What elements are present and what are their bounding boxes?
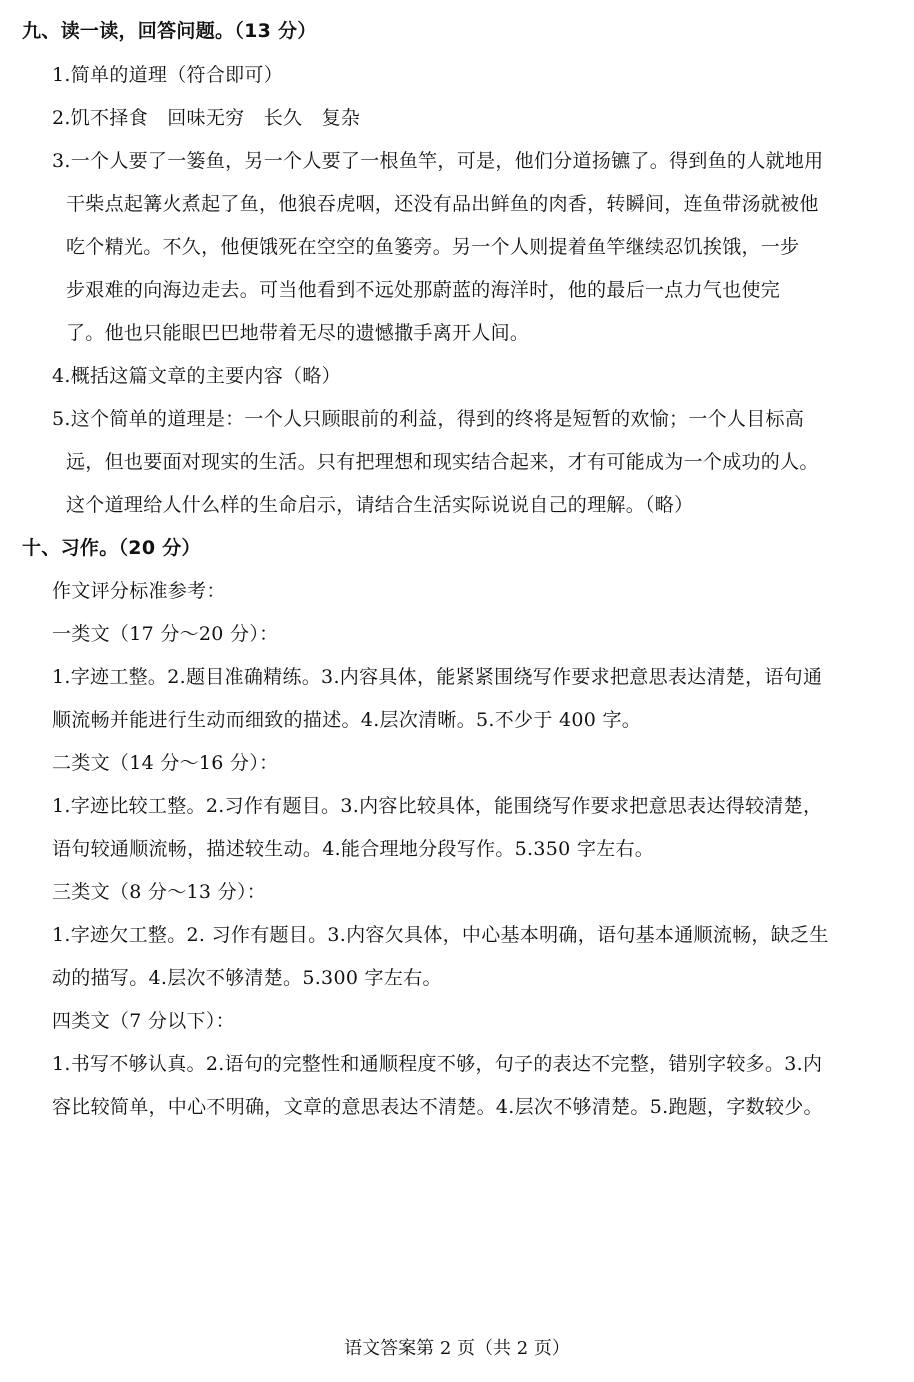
rubric-intro: 作文评分标准参考： [52,580,226,602]
class-2-line-2: 语句较通顺流畅，描述较生动。4.能合理地分段写作。5.350 字左右。 [52,838,655,860]
answer-9-3-line-2: 干柴点起篝火煮起了鱼，他狼吞虎咽，还没有品出鲜鱼的肉香，转瞬间，连鱼带汤就被他 [66,193,819,215]
class-2-title: 二类文（14 分～16 分）： [52,752,279,774]
class-3-line-2: 动的描写。4.层次不够清楚。5.300 字左右。 [52,967,442,989]
class-1-line-1: 1.字迹工整。2.题目准确精练。3.内容具体，能紧紧围绕写作要求把意思表达清楚，语句通 [52,666,823,688]
class-4-line-2: 容比较简单，中心不明确，文章的意思表达不清楚。4.层次不够清楚。5.跑题，字数较少。 [52,1096,823,1118]
answer-9-2: 2.饥不择食 回味无穷 长久 复杂 [52,107,361,129]
section-10-heading: 十、习作。（20 分） [22,537,201,559]
answer-9-3-line-4: 步艰难的向海边走去。可当他看到不远处那蔚蓝的海洋时，他的最后一点力气也使完 [66,279,781,301]
answer-9-3-line-1: 3.一个人要了一篓鱼，另一个人要了一根鱼竿，可是，他们分道扬镳了。得到鱼的人就地用 [52,150,824,172]
section-9-heading: 九、读一读，回答问题。（13 分） [22,20,317,42]
answer-9-5-line-2: 远，但也要面对现实的生活。只有把理想和现实结合起来，才有可能成为一个成功的人。 [66,451,819,473]
answer-9-5-line-1: 5.这个简单的道理是：一个人只顾眼前的利益，得到的终将是短暂的欢愉；一个人目标高 [52,408,805,430]
page-footer: 语文答案第 2 页（共 2 页） [344,1338,570,1359]
class-3-line-1: 1.字迹欠工整。2. 习作有题目。3.内容欠具体，中心基本明确，语句基本通顺流畅，缺乏生 [52,924,829,946]
class-2-line-1: 1.字迹比较工整。2.习作有题目。3.内容比较具体，能围绕写作要求把意思表达得较清楚， [52,795,823,817]
answer-9-3-line-3: 吃个精光。不久，他便饿死在空空的鱼篓旁。另一个人则提着鱼竿继续忍饥挨饿，一步 [66,236,800,258]
answer-9-5-line-3: 这个道理给人什么样的生命启示，请结合生活实际说说自己的理解。（略） [66,494,694,516]
answer-9-4: 4.概括这篇文章的主要内容（略） [52,365,341,387]
class-1-line-2: 顺流畅并能进行生动而细致的描述。4.层次清晰。5.不少于 400 字。 [52,709,642,731]
class-3-title: 三类文（8 分～13 分）： [52,881,267,903]
answer-9-1: 1.简单的道理（符合即可） [52,64,284,86]
answer-9-3-line-5: 了。他也只能眼巴巴地带着无尽的遗憾撒手离开人间。 [66,322,530,344]
class-4-title: 四类文（7 分以下）： [52,1010,235,1032]
class-4-line-1: 1.书写不够认真。2.语句的完整性和通顺程度不够，句子的表达不完整，错别字较多。3.内 [52,1053,823,1075]
class-1-title: 一类文（17 分～20 分）： [52,623,279,645]
